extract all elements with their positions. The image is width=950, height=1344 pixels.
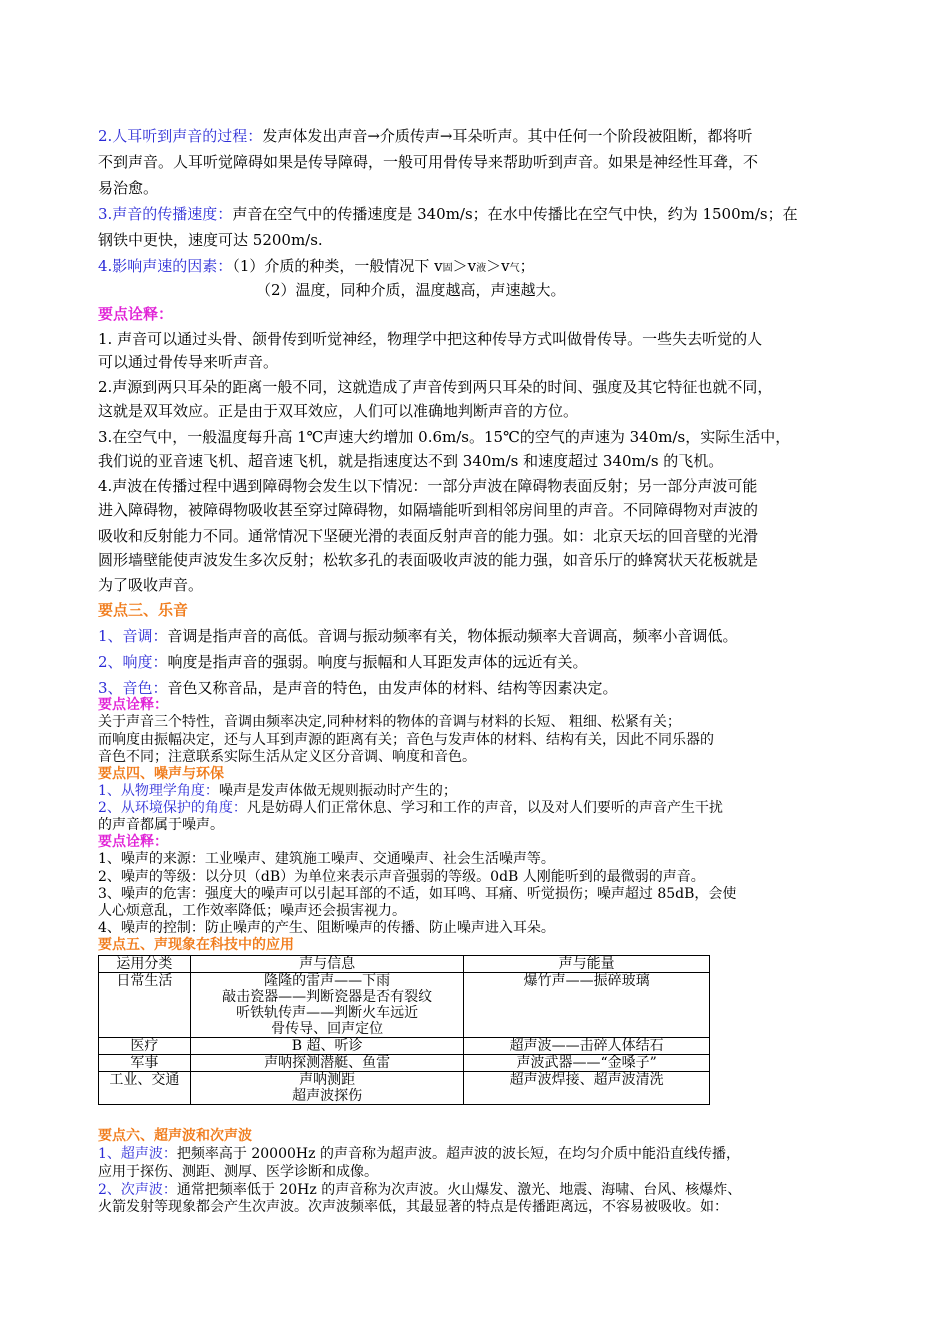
ultrasound-cont: 应用于探伤、测距、测厚、医学诊断和成像。: [98, 1164, 378, 1180]
table-cell-category: 军事: [99, 1055, 191, 1072]
note1-line-5: 3.在空气中，一般温度每升高 1℃声速大约增加 0.6m/s。15℃的空气的声速为 340m/s，实际生活中，: [98, 428, 791, 446]
energy-line: 爆竹声——振碎玻璃: [523, 973, 650, 989]
sound-speed-text: 声音在空气中的传播速度是 340m/s；在水中传播比在空气中快，约为 1500m/s；在: [232, 205, 798, 223]
note1-line-2: 可以通过骨传导来听声音。: [98, 353, 279, 371]
note-title-2: 要点诠释：: [98, 697, 168, 713]
note3-line-1: 1、噪声的来源：工业噪声、建筑施工噪声、交通噪声、社会生活噪声等。: [98, 851, 555, 867]
noise-environment-text: 凡是妨碍人们正常休息、学习和工作的声音，以及对人们要听的声音产生干扰: [246, 800, 723, 816]
info-line: 声呐测距: [299, 1072, 356, 1088]
note1-line-10: 圆形墙壁能使声波发生多次反射；松软多孔的表面吸收声波的能力强，如音乐厅的蜂窝状天花板就是: [98, 551, 759, 569]
note1-line-9: 吸收和反射能力不同。通常情况下坚硬光滑的表面反射声音的能力强。如：北京天坛的回音壁的光滑: [98, 527, 759, 545]
info-line: 声呐探测潜艇、鱼雷: [264, 1055, 391, 1071]
sound-speed-heading: 3.声音的传播速度：: [98, 205, 233, 223]
table-cell-info: [190, 1055, 464, 1072]
note-title-3: 要点诠释：: [98, 834, 168, 850]
table-cell-energy: [464, 1072, 710, 1105]
table-cell-category: 医疗: [99, 1038, 191, 1055]
pitch-text: 音调是指声音的高低。音调与振动频率有关，物体振动频率大音调高，频率小音调低。: [167, 627, 738, 645]
noise-environment-item: [98, 800, 723, 817]
table-row: [99, 973, 710, 1038]
note3-line-2: 2、噪声的等级：以分贝（dB）为单位来表示声音强弱的等级。0dB 人刚能听到的最微弱的声音。: [98, 869, 705, 885]
table-header-row: [99, 956, 710, 973]
table-header-cell: 声与信息: [190, 956, 464, 973]
note2-line-3: 音色不同；注意联系实际生活从定义区分音调、响度和音色。: [98, 749, 476, 765]
table-row: [99, 1038, 710, 1055]
note3-line-5: 4、噪声的控制：防止噪声的产生、阻断噪声的传播、防止噪声进入耳朵。: [98, 920, 555, 936]
greater-than-1: ＞v: [452, 257, 477, 275]
note3-line-3: 3、噪声的危害：强度大的噪声可以引起耳部的不适，如耳鸣、耳痛、听觉损伤；噪声超过 85dB，会使: [98, 886, 737, 902]
section-title-musical-sound: 要点三、乐音: [98, 601, 189, 619]
energy-line: 声波武器——“金嗓子”: [516, 1055, 657, 1071]
greater-than-2: ＞v: [486, 257, 510, 275]
note1-line-3: 2.声源到两只耳朵的距离一般不同，这就造成了声音传到两只耳朵的时间、强度及其它特征也就不同，: [98, 378, 773, 396]
note2-line-1: 关于声音三个特性，音调由频率决定,同种材料的物体的音调与材料的长短、 粗细、松紧有关；: [98, 714, 681, 730]
hearing-process-line-3: 易治愈。: [98, 179, 159, 197]
note1-line-8: 进入障碍物，被障碍物吸收甚至穿过障碍物，如隔墙能听到相邻房间里的声音。不同障碍物对声波的: [98, 501, 759, 519]
timbre-item: [98, 678, 618, 698]
note2-line-2: 而响度由振幅决定，还与人耳到声源的距离有关；音色与发声体的材料、结构有关，因此不同乐器的: [98, 732, 714, 748]
energy-line: 超声波焊接、超声波清洗: [509, 1072, 664, 1088]
hearing-process-line-1: [98, 126, 752, 146]
table-cell-energy: [464, 973, 710, 1038]
info-line: 骨传导、回声定位: [271, 1021, 384, 1037]
hearing-process-text: 发声体发出声音→介质传声→耳朵听声。其中任何一个阶段被阻断，都将听: [262, 127, 753, 145]
ultrasound-heading: 1、超声波：: [98, 1146, 177, 1162]
info-line: 隆隆的雷声——下雨: [264, 973, 391, 989]
timbre-heading: 3、音色：: [98, 679, 168, 697]
section-title-noise: 要点四、噪声与环保: [98, 766, 224, 782]
speed-factors-heading: 4.影响声速的因素：: [98, 257, 233, 275]
infrasound-text: 通常把频率低于 20Hz 的声音称为次声波。火山爆发、激光、地震、海啸、台风、核爆炸、: [176, 1182, 742, 1198]
noise-environment-heading: 2、从环境保护的角度：: [98, 800, 247, 816]
subscript-liquid: 液: [476, 263, 487, 274]
pitch-item: [98, 626, 738, 646]
section-title-applications: 要点五、声现象在科技中的应用: [98, 937, 294, 953]
table-header-cell: 运用分类: [99, 956, 191, 973]
subscript-gas: 气: [509, 263, 520, 274]
infrasound-heading: 2、次声波：: [98, 1182, 177, 1198]
sound-speed-line-1: [98, 204, 798, 224]
note1-line-7: 4.声波在传播过程中遇到障碍物会发生以下情况：一部分声波在障碍物表面反射；另一部分声波可能: [98, 477, 758, 495]
note-title-1: 要点诠释：: [98, 305, 174, 323]
info-line: 听铁轨传声——判断火车远近: [236, 1005, 419, 1021]
section-title-ultrasound-infrasound: 要点六、超声波和次声波: [98, 1128, 252, 1144]
table-row: [99, 1072, 710, 1105]
loudness-text: 响度是指声音的强弱。响度与振幅和人耳距发声体的远近有关。: [167, 653, 588, 671]
table-header-cell: 声与能量: [464, 956, 710, 973]
info-line: 超声波探伤: [292, 1088, 363, 1104]
pitch-heading: 1、音调：: [98, 627, 168, 645]
table-cell-category: 工业、交通: [99, 1072, 191, 1105]
note1-line-6: 我们说的亚音速飞机、超音速飞机，就是指速度达不到 340m/s 和速度超过 340m/s 的飞机。: [98, 452, 724, 470]
loudness-heading: 2、响度：: [98, 653, 168, 671]
semicolon: ；: [519, 257, 535, 275]
ultrasound-item: [98, 1146, 740, 1163]
ultrasound-text: 把频率高于 20000Hz 的声音称为超声波。超声波的波长短，在均匀介质中能沿直线传播，: [176, 1146, 740, 1162]
hearing-process-heading: 2.人耳听到声音的过程：: [98, 127, 263, 145]
table-cell-energy: [464, 1038, 710, 1055]
note1-line-4: 这就是双耳效应。正是由于双耳效应，人们可以准确地判断声音的方位。: [98, 402, 579, 420]
note1-line-11: 为了吸收声音。: [98, 576, 204, 594]
infrasound-item: [98, 1182, 741, 1199]
infrasound-cont: 火箭发射等现象都会产生次声波。次声波频率低，其最显著的特点是传播距离远，不容易被吸收。如：: [98, 1199, 728, 1215]
note3-line-4: 人心烦意乱，工作效率降低；噪声还会损害视力。: [98, 903, 406, 919]
timbre-text: 音色又称音品，是声音的特色，由发声体的材料、结构等因素决定。: [167, 679, 618, 697]
table-cell-category: 日常生活: [99, 973, 191, 1038]
info-line: 敲击瓷器——判断瓷器是否有裂纹: [222, 989, 433, 1005]
subscript-solid: 固: [442, 263, 453, 274]
table-cell-info: [190, 1072, 464, 1105]
noise-environment-cont: 的声音都属于噪声。: [98, 817, 224, 833]
hearing-process-line-2: 不到声音。人耳听觉障碍如果是传导障碍，一般可用骨传导来帮助听到声音。如果是神经性耳聋，不: [98, 153, 759, 171]
table-cell-info: [190, 1038, 464, 1055]
table-cell-info: [190, 973, 464, 1038]
sound-speed-line-2: 钢铁中更快，速度可达 5200m/s.: [98, 231, 323, 249]
noise-physics-heading: 1、从物理学角度：: [98, 783, 219, 799]
noise-physics-text: 噪声是发声体做无规则振动时产生的；: [218, 783, 457, 799]
table-cell-energy: [464, 1055, 710, 1072]
applications-table: [98, 955, 710, 1105]
noise-physics-item: [98, 783, 457, 800]
loudness-item: [98, 652, 588, 672]
speed-factor-temperature: （2）温度，同种介质，温度越高，声速越大。: [256, 281, 566, 299]
speed-factors-line-1: [98, 256, 535, 279]
table-row: [99, 1055, 710, 1072]
energy-line: 超声波——击碎人体结石: [509, 1038, 664, 1054]
info-line: B 超、听诊: [291, 1038, 363, 1054]
speed-factor-medium: （1）介质的种类，一般情况下 v: [232, 257, 443, 275]
note1-line-1: 1. 声音可以通过头骨、颌骨传到听觉神经，物理学中把这种传导方式叫做骨传导。一些失去听觉的人: [98, 330, 763, 348]
